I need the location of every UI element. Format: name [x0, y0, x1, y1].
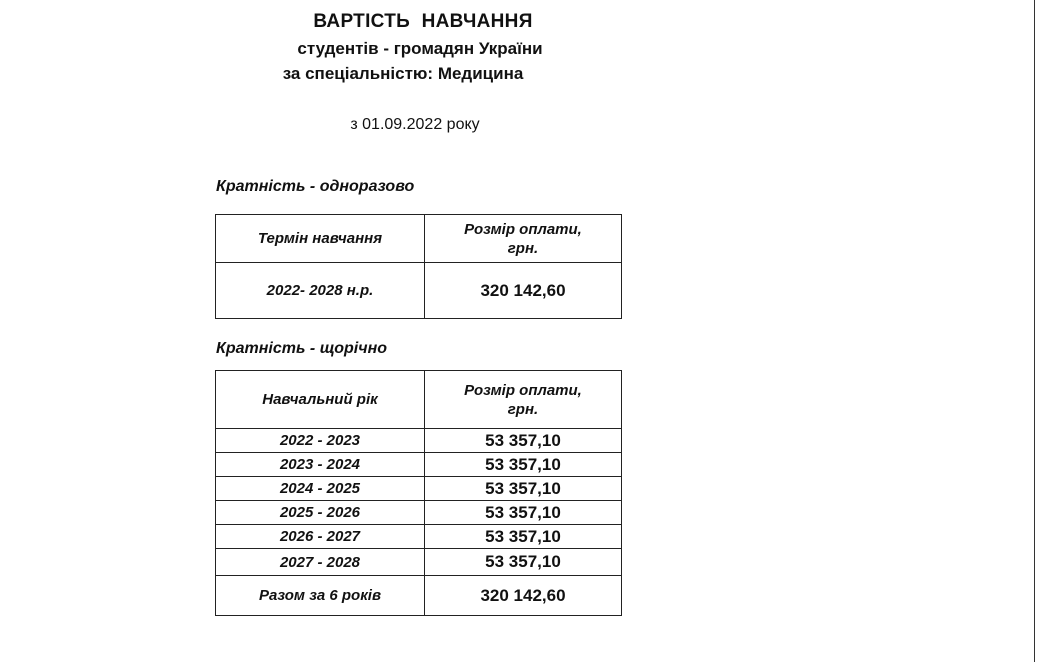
- table-row: [216, 501, 622, 525]
- academic-year-cell: 2027 - 2028: [216, 549, 425, 576]
- academic-year-cell: 2023 - 2024: [216, 453, 425, 477]
- header-payment-amount-line1: Розмір оплати,: [464, 220, 582, 238]
- header-payment-amount: [425, 371, 622, 429]
- academic-year-cell: 2026 - 2027: [216, 525, 425, 549]
- academic-year-cell: 2022 - 2023: [216, 429, 425, 453]
- header-payment-amount: [425, 215, 622, 263]
- section-title-annual: Кратність - щорічно: [216, 340, 388, 357]
- section-title-one-time: Кратність - одноразово: [216, 178, 415, 195]
- header-payment-amount-line2: грн.: [507, 400, 539, 418]
- header-academic-year: [216, 371, 425, 429]
- payment-amount-cell: 320 142,60: [425, 263, 622, 319]
- page-edge-line: [1034, 0, 1035, 662]
- one-time-payment-table: [215, 214, 622, 319]
- academic-year-cell: 2025 - 2026: [216, 501, 425, 525]
- table-header-row: [216, 371, 622, 429]
- header-study-term-label: Термін навчання: [257, 230, 383, 247]
- document-title: ВАРТІСТЬ НАВЧАННЯ: [313, 11, 533, 32]
- document-subtitle-specialty: за спеціальністю: Медицина: [282, 64, 524, 83]
- payment-amount-cell: 53 357,10: [425, 549, 622, 576]
- header-academic-year-label: Навчальний рік: [262, 391, 378, 408]
- header-payment-amount-line2: грн.: [507, 239, 539, 257]
- payment-amount-cell: 53 357,10: [425, 525, 622, 549]
- academic-year-cell: 2024 - 2025: [216, 477, 425, 501]
- effective-date: з 01.09.2022 року: [350, 116, 480, 133]
- study-period-cell: 2022- 2028 н.р.: [216, 263, 425, 319]
- header-study-term: [216, 215, 425, 263]
- table-row: [216, 429, 622, 453]
- annual-payment-table: [215, 370, 622, 616]
- table-row: [216, 549, 622, 576]
- document-subtitle-students: студентів - громадян України: [297, 39, 543, 58]
- payment-amount-cell: 53 357,10: [425, 501, 622, 525]
- table-row: [216, 477, 622, 501]
- total-amount-cell: 320 142,60: [425, 576, 622, 616]
- total-label-cell: Разом за 6 років: [216, 576, 425, 616]
- payment-amount-cell: 53 357,10: [425, 477, 622, 501]
- table-row: [216, 453, 622, 477]
- header-payment-amount-line1: Розмір оплати,: [464, 381, 582, 399]
- total-row: [216, 576, 622, 616]
- payment-amount-cell: 53 357,10: [425, 453, 622, 477]
- payment-amount-cell: 53 357,10: [425, 429, 622, 453]
- table-row: [216, 263, 622, 319]
- table-row: [216, 525, 622, 549]
- table-header-row: [216, 215, 622, 263]
